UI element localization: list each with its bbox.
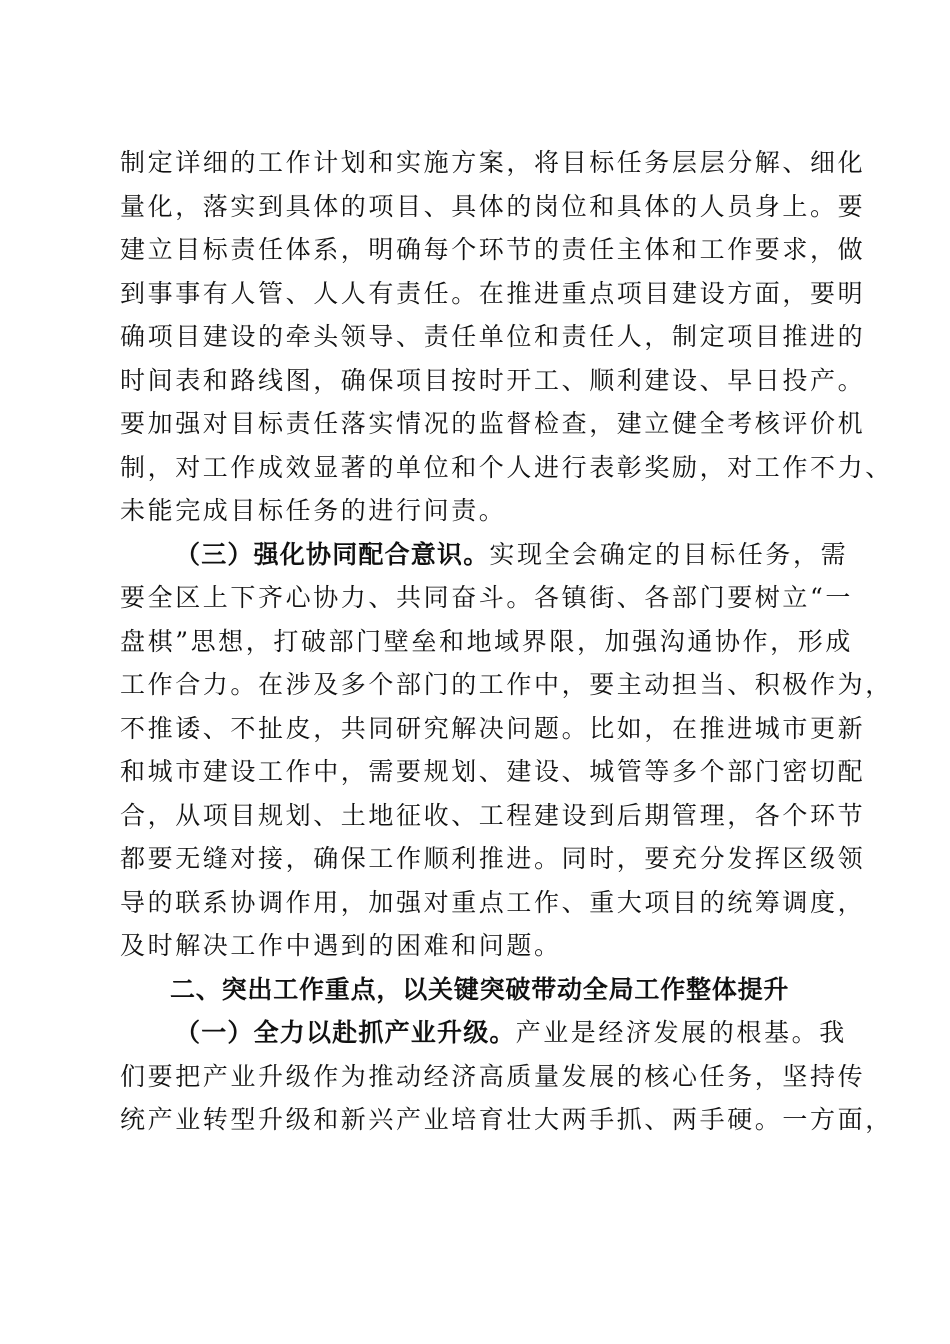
text-line: 们要把产业升级作为推动经济高质量发展的核心任务，坚持传 [120,1061,866,1091]
subsection-lead: （三）强化协同配合意识。 [175,539,490,569]
text-line: 制定详细的工作计划和实施方案，将目标任务层层分解、细化 [120,148,866,177]
text-line: 制，对工作成效显著的单位和个人进行表彰奖励，对工作不力、 [120,452,893,482]
subsection-lead: （一）全力以赴抓产业升级。 [175,1018,516,1047]
text-line: 都要无缝对接，确保工作顺利推进。同时，要充分发挥区级领 [120,844,866,873]
text-line: 和城市建设工作中，需要规划、建设、城管等多个部门密切配 [120,757,866,786]
text-line: 及时解决工作中遇到的困难和问题。 [120,931,562,960]
text-line: 确项目建设的牵头领导、责任单位和责任人，制定项目推进的 [120,322,866,351]
text-line: 统产业转型升级和新兴产业培育壮大两手抓、两手硬。一方面， [120,1105,893,1134]
text-line: 要加强对目标责任落实情况的监督检查，建立健全考核评价机 [120,409,866,438]
text-line: 盘棋”思想，打破部门壁垒和地域界限，加强沟通协作，形成 [120,626,853,656]
text-line: 量化，落实到具体的项目、具体的岗位和具体的人员身上。要 [120,191,866,221]
text-line: 合，从项目规划、土地征收、工程建设到后期管理，各个环节 [120,800,866,830]
text-line: 到事事有人管、人人有责任。在推进重点项目建设方面，要明 [120,278,866,308]
paragraph-industry-upgrade [120,1011,893,1142]
text-line: 不推诿、不扯皮，共同研究解决问题。比如，在推进城市更新 [120,713,866,743]
text-line [120,1011,847,1055]
text-line: 未能完成目标任务的进行问责。 [120,496,507,525]
text-line-rest: 产业是经济发展的根基。我 [515,1018,847,1047]
text-line: 建立目标责任体系，明确每个环节的责任主体和工作要求，做 [120,235,866,264]
text-line: 工作合力。在涉及多个部门的工作中，要主动担当、积极作为， [120,670,893,699]
text-line [120,533,849,577]
text-line: 时间表和路线图，确保项目按时开工、顺利建设、早日投产。 [120,365,866,395]
paragraph-target-responsibility [120,141,893,533]
text-line: 要全区上下齐心协力、共同奋斗。各镇街、各部门要树立“一 [120,583,853,612]
text-line-rest: 实现全会确定的目标任务，需 [489,539,849,569]
section-heading: 二、突出工作重点，以关键突破带动全局工作整体提升 [170,974,790,1004]
text-line: 导的联系协调作用，加强对重点工作、重大项目的统筹调度， [120,887,866,917]
paragraph-coordination [120,533,893,968]
document-body [120,141,893,1142]
